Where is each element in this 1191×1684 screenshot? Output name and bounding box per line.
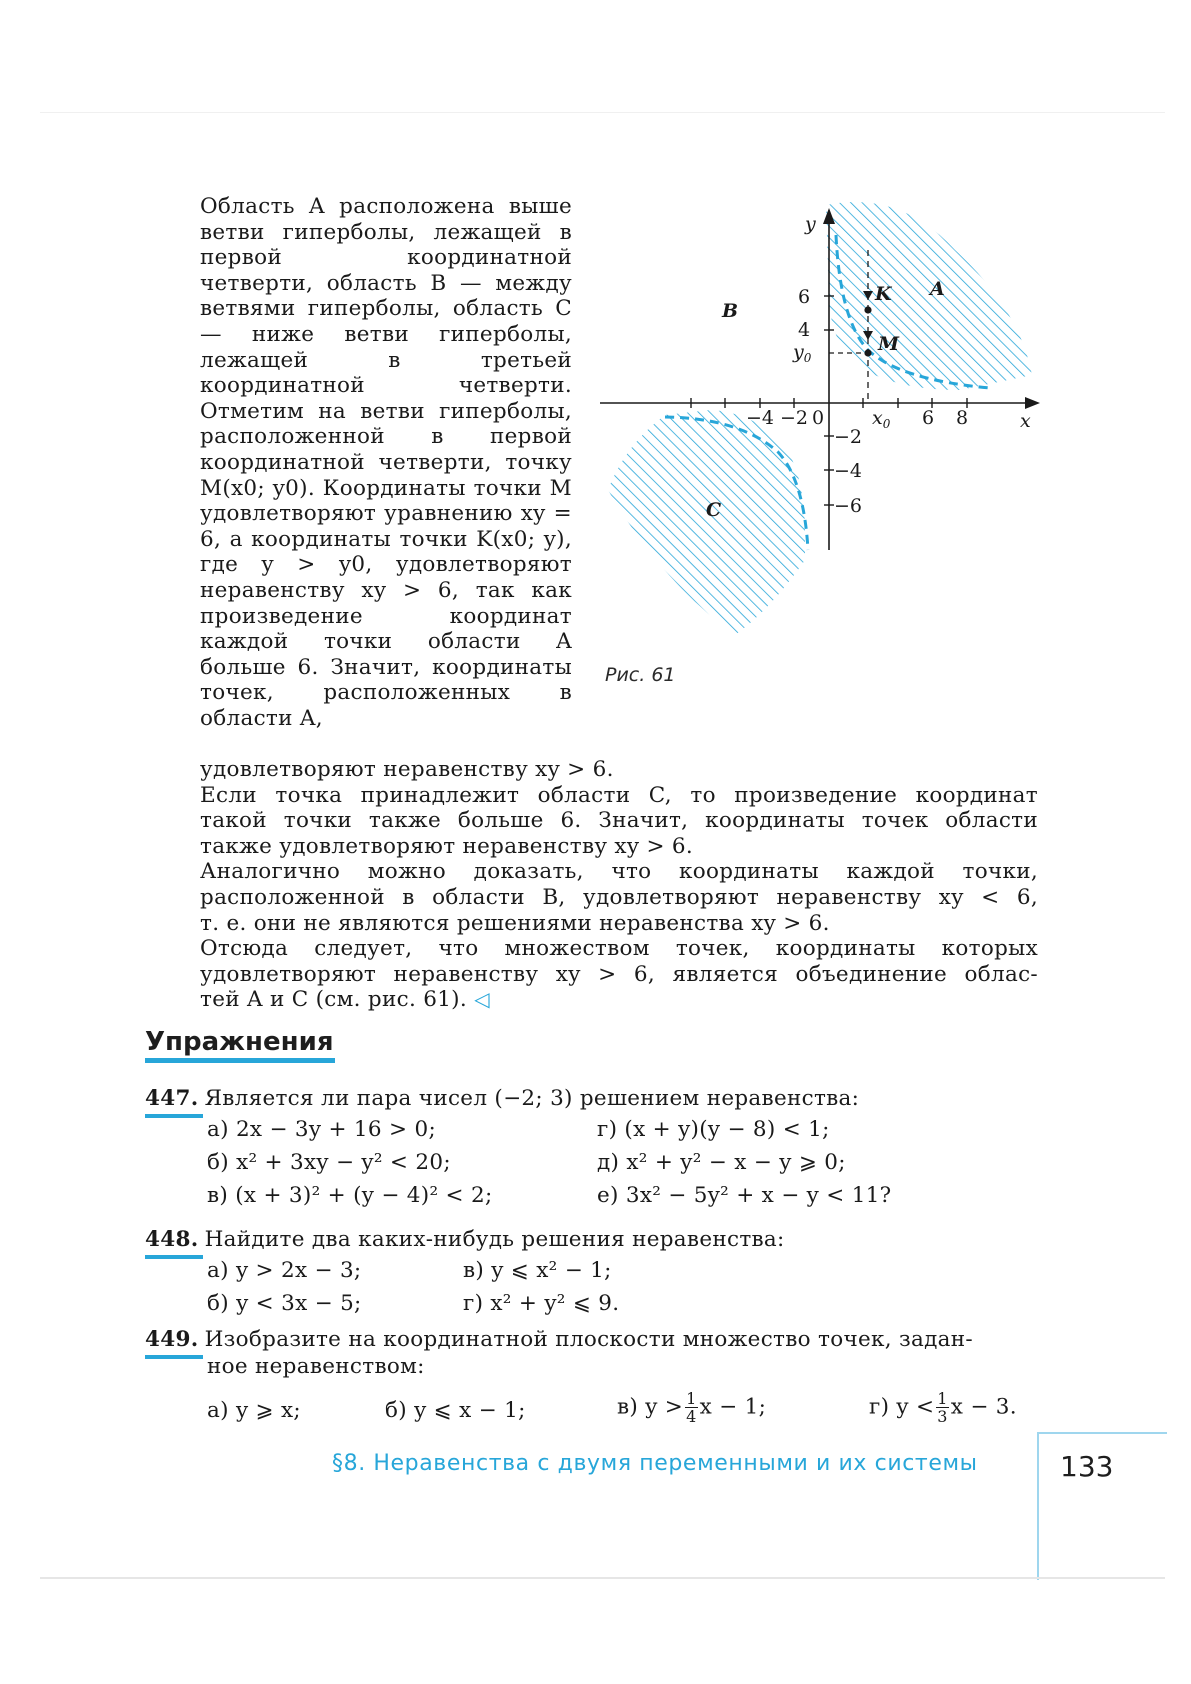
exercise-item: г) x² + y² ⩽ 9.	[463, 1291, 620, 1316]
exercise-item: а) y ⩾ x;	[207, 1398, 301, 1423]
exercise-text: Изобразите на координатной плоскости множество точек, задан-	[204, 1327, 973, 1352]
figure-caption: Рис. 61	[605, 664, 676, 686]
y-tick-neg4: −4	[834, 460, 863, 482]
exercise-item: г) y < $\frac{1}{3}$ x − 3.	[869, 1389, 1017, 1426]
exercise-text: Найдите два каких-нибудь решения неравенства:	[204, 1227, 785, 1252]
exercise-item: в) (x + 3)² + (y − 4)² < 2;	[207, 1183, 493, 1208]
exercise-item: б) y < 3x − 5;	[207, 1291, 362, 1316]
end-of-proof-icon: ◁	[474, 987, 490, 1012]
exercise-item: б) y ⩽ x − 1;	[385, 1398, 526, 1423]
text-line: Если точка принадлежит области C, то произведение координат	[200, 782, 1038, 808]
top-divider	[40, 112, 1165, 113]
point-k	[864, 306, 871, 313]
x-tick-6: 6	[922, 407, 935, 429]
region-c-label: C	[706, 499, 722, 521]
exercise-number: 448.	[145, 1227, 199, 1252]
axis-y-label: y	[805, 213, 816, 235]
text-line: удовлетворяют неравенству xy > 6, является объединение облас-	[200, 961, 1038, 987]
exercise-number: 449.	[145, 1327, 199, 1352]
exercise-item: а) 2x − 3y + 16 > 0;	[207, 1117, 436, 1142]
exercise-text: Является ли пара чисел (−2; 3) решением неравенства:	[204, 1086, 860, 1111]
text-line	[200, 987, 1038, 1013]
text-line: расположенной в области B, удовлетворяют неравенству xy < 6,	[200, 884, 1038, 910]
x-tick-neg2: −2	[780, 407, 809, 429]
page-number: 133	[1060, 1450, 1114, 1483]
exercise-item: а) y > 2x − 3;	[207, 1258, 362, 1283]
last-line-text: тей A и C (см. рис. 61).	[200, 987, 467, 1013]
x-axis-arrow	[1025, 397, 1040, 409]
text-line: Отсюда следует, что множеством точек, координаты которых	[200, 936, 1038, 962]
chapter-footer: §8. Неравенства с двумя переменными и их системы	[332, 1451, 978, 1476]
section-title: Упражнения	[145, 1027, 334, 1057]
exercise-item: д) x² + y² − x − y ⩾ 0;	[597, 1150, 846, 1175]
region-c-hatch	[608, 410, 805, 635]
origin-label: 0	[812, 407, 825, 429]
text-line: удовлетворяют неравенству xy > 6.	[200, 757, 614, 782]
exercise-448	[145, 1225, 1045, 1316]
y0-label: $y_0$	[793, 341, 812, 365]
exercise-item: г) (x + y)(y − 8) < 1;	[597, 1117, 830, 1142]
axis-x-label: x	[1020, 410, 1031, 432]
point-m	[864, 349, 871, 356]
fraction: $\frac{1}{4}$	[686, 1389, 697, 1426]
exercise-449	[145, 1325, 1045, 1426]
x-tick-neg4: −4	[746, 407, 775, 429]
region-a-hatch	[826, 202, 1032, 390]
y-tick-neg6: −6	[834, 495, 863, 517]
text-line: Аналогично можно доказать, что координаты каждой точки,	[200, 859, 1038, 885]
exercise-447	[145, 1084, 1045, 1208]
body-paragraph-full	[200, 757, 1038, 1013]
text-line: т. е. они не являются решениями неравенства xy > 6.	[200, 910, 830, 936]
region-b-label: B	[722, 300, 739, 322]
exercise-item: б) x² + 3xy − y² < 20;	[207, 1150, 451, 1175]
x-tick-8: 8	[956, 407, 969, 429]
point-m-label: M	[878, 333, 900, 355]
section-title-underline	[145, 1058, 335, 1063]
exercise-item: в) y ⩽ x² − 1;	[463, 1258, 612, 1283]
region-a-label: A	[930, 278, 945, 300]
exercise-number: 447.	[145, 1086, 199, 1111]
exercise-item: в) y > $\frac{1}{4}$ x − 1;	[617, 1389, 767, 1426]
y-tick-6: 6	[798, 286, 811, 308]
text-line: также удовлетворяют неравенству xy > 6.	[200, 833, 694, 859]
text-line: такой точки также больше 6. Значит, координаты точек области	[200, 808, 1038, 834]
x0-label: $x_0$	[872, 407, 891, 431]
y-tick-4: 4	[798, 319, 811, 341]
bottom-divider	[40, 1577, 1165, 1579]
exercise-item: е) 3x² − 5y² + x − y < 11?	[597, 1183, 892, 1208]
body-paragraph-left: Область A расположена выше ветви гиперболы, лежащей в первой координатной четверти, область B — между ветвями гиперболы, область C — ниже ветви гиперболы, лежащей в третьей координатной четверти. Отметим на ветви гиперболы, расположенной в первой координатной четверти, точку M(x0; y0). Координаты точки M удовлетворяют уравнению xy = 6, а координаты точки K(x0; y), где y > y0, удовлетворяют неравенству xy > 6, так как произведение координат каждой точки области A больше 6. Значит, координаты точек, расположенных в области A,	[200, 194, 572, 731]
exercise-text-cont: ное неравенством:	[207, 1354, 425, 1379]
point-k-label: K	[875, 283, 892, 305]
fraction: $\frac{1}{3}$	[937, 1389, 948, 1426]
y-tick-neg2: −2	[834, 426, 863, 448]
figure-61-hyperbola	[600, 190, 1045, 650]
